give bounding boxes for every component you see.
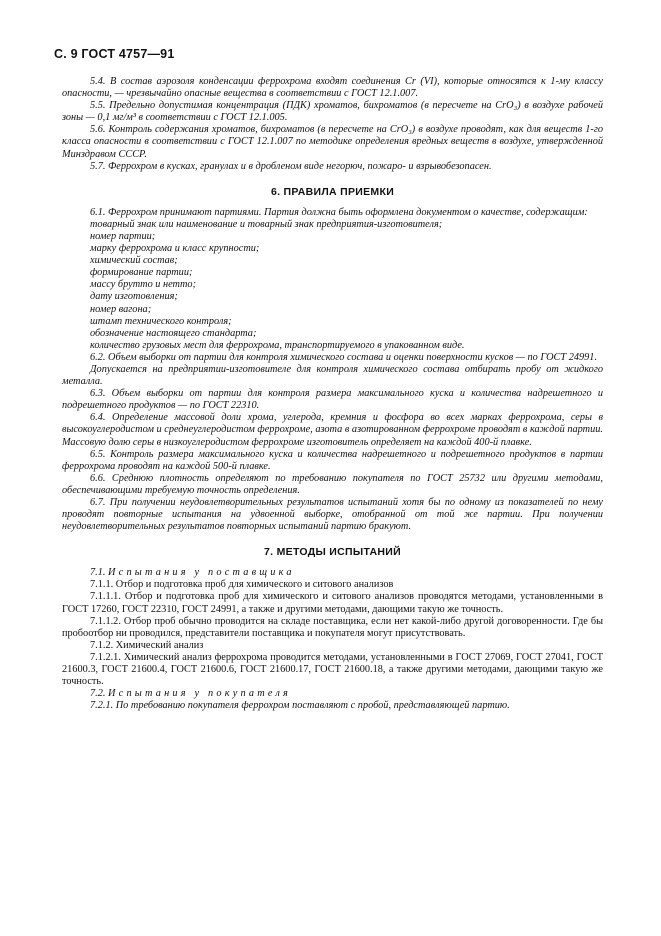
paragraph-6-2-note: Допускается на предприятии-изготовителе для контроля химического состава отбирать пробу от жидкого металла. [62,363,603,388]
paragraph-7-2-title: Испытания у покупателя [108,688,292,700]
page-header: С. 9 ГОСТ 4757—91 [54,47,175,61]
list-item: товарный знак или наименование и товарный знак предприятия-изготовителя; [90,218,443,230]
list-item: номер партии; [90,230,156,242]
paragraph-7-2-1: 7.2.1. По требованию покупателя феррохром поставляют с пробой, представляющей партию. [90,700,510,712]
paragraph-7-2-number: 7.2. [90,688,106,700]
list-item: марку феррохрома и класс крупности; [90,243,260,255]
section-6-heading: 6. ПРАВИЛА ПРИЕМКИ [270,185,395,198]
list-item: номер вагона; [90,303,152,315]
paragraph-7-1-1-1: 7.1.1.1. Отбор и подготовка проб для химического и ситового анализов проводятся методами, установленными в ГОСТ 17260, ГОСТ 22310, ГОСТ 24991, а также и другими методами, дающими такую же точность. [62,591,603,615]
paragraph-6-5: 6.5. Контроль размера максимального куска и количества надрешетного и подрешетного продуктов в партии феррохрома проводят на каждой 500-й плавке. [62,448,603,472]
paragraph-6-3: 6.3. Объем выборки от партии для контроля размера максимального куска и количества надрешетного и подрешетного продуктов — по ГОСТ 22310. [62,388,603,412]
paragraph-7-1-title: Испытания у поставщика [108,567,295,579]
list-item: обозначение настоящего стандарта; [90,327,257,339]
paragraph-7-1 [62,567,603,579]
section-7-heading: 7. МЕТОДЫ ИСПЫТАНИЙ [264,546,401,559]
paragraph-6-4: 6.4. Определение массовой доли хрома, углерода, кремния и фосфора во всех марках феррохрома, серы в высокоуглеродистом и среднеуглеродистом феррохроме, азота в азотированном феррохроме проводят в каждой партии. Массовую долю серы в низкоуглеродистом феррохроме изготовитель определяет на каждой 400-й плавке. [62,412,603,448]
paragraph-6-7: 6.7. При получении неудовлетворительных результатов испытаний хотя бы по одному из показателей по нему проводят повторные испытания на удвоенной выборке, отобранной от той же партии. При получении неудовлетворительных результатов повторных испытаний партию бракуют. [62,497,603,533]
list-item: химический состав; [90,255,178,267]
list-item: массу брутто и нетто; [90,279,197,291]
paragraph-5-5: 5.5. Предельно допустимая концентрация (ПДК) хроматов, бихроматов (в пересчете на CrO₃) в воздухе рабочей зоны — 0,1 мг/м³ в соответствии с ГОСТ 12.1.005. [62,100,603,124]
paragraph-5-4: 5.4. В состав аэрозоля конденсации феррохрома входят соединения Cr (VI), которые относятся к 1-му классу опасности, — чрезвычайно опасные вещества в соответствии с ГОСТ 12.1.007. [62,76,603,100]
paragraph-7-1-1: 7.1.1. Отбор и подготовка проб для химического и ситового анализов [90,579,394,591]
paragraph-5-7: 5.7. Феррохром в кусках, гранулах и в дробленом виде негорюч, пожаро- и взрывобезопасен. [90,160,492,172]
paragraph-6-6: 6.6. Среднюю плотность определяют по требованию покупателя по ГОСТ 25732 или другими методами, обеспечивающими требуемую точность определения. [62,472,603,496]
paragraph-7-1-2-1: 7.1.2.1. Химический анализ феррохрома проводится методами, установленными в ГОСТ 27069, ГОСТ 27041, ГОСТ 21600.3, ГОСТ 21600.4, ГОСТ 21600.6, ГОСТ 21600.17, ГОСТ 21600.18, а также другими методами, дающими такую же точность. [62,651,603,688]
paragraph-7-1-1-2: 7.1.1.2. Отбор проб обычно проводится на складе поставщика, если нет какой-либо другой договоренности. Где бы пробоотбор ни проводился, представители поставщика и покупателя могут присутствовать. [62,615,603,639]
paragraph-7-1-number: 7.1. [90,567,106,579]
document-body [62,76,603,712]
list-item: штамп технического контроля; [90,315,232,327]
paragraph-5-6: 5.6. Контроль содержания хроматов, бихроматов (в пересчете на CrO₃) в воздухе проводят, как для веществ 1-го класса опасности в соответствии с ГОСТ 12.1.007 по методике определения вредных веществ в воздухе, утвержденной Минздравом СССР. [62,124,603,160]
list-item: количество грузовых мест для феррохрома, транспортируемого в упакованном виде. [90,339,465,351]
paragraph-6-1: 6.1. Феррохром принимают партиями. Партия должна быть оформлена документом о качестве, содержащим: [90,206,588,218]
paragraph-7-2 [62,688,603,700]
paragraph-6-2: 6.2. Объем выборки от партии для контроля химического состава и оценки поверхности кусков — по ГОСТ 24991. [90,351,598,363]
list-item: формирование партии; [90,267,193,279]
paragraph-7-1-2: 7.1.2. Химический анализ [90,639,204,651]
list-item: дату изготовления; [90,291,178,303]
